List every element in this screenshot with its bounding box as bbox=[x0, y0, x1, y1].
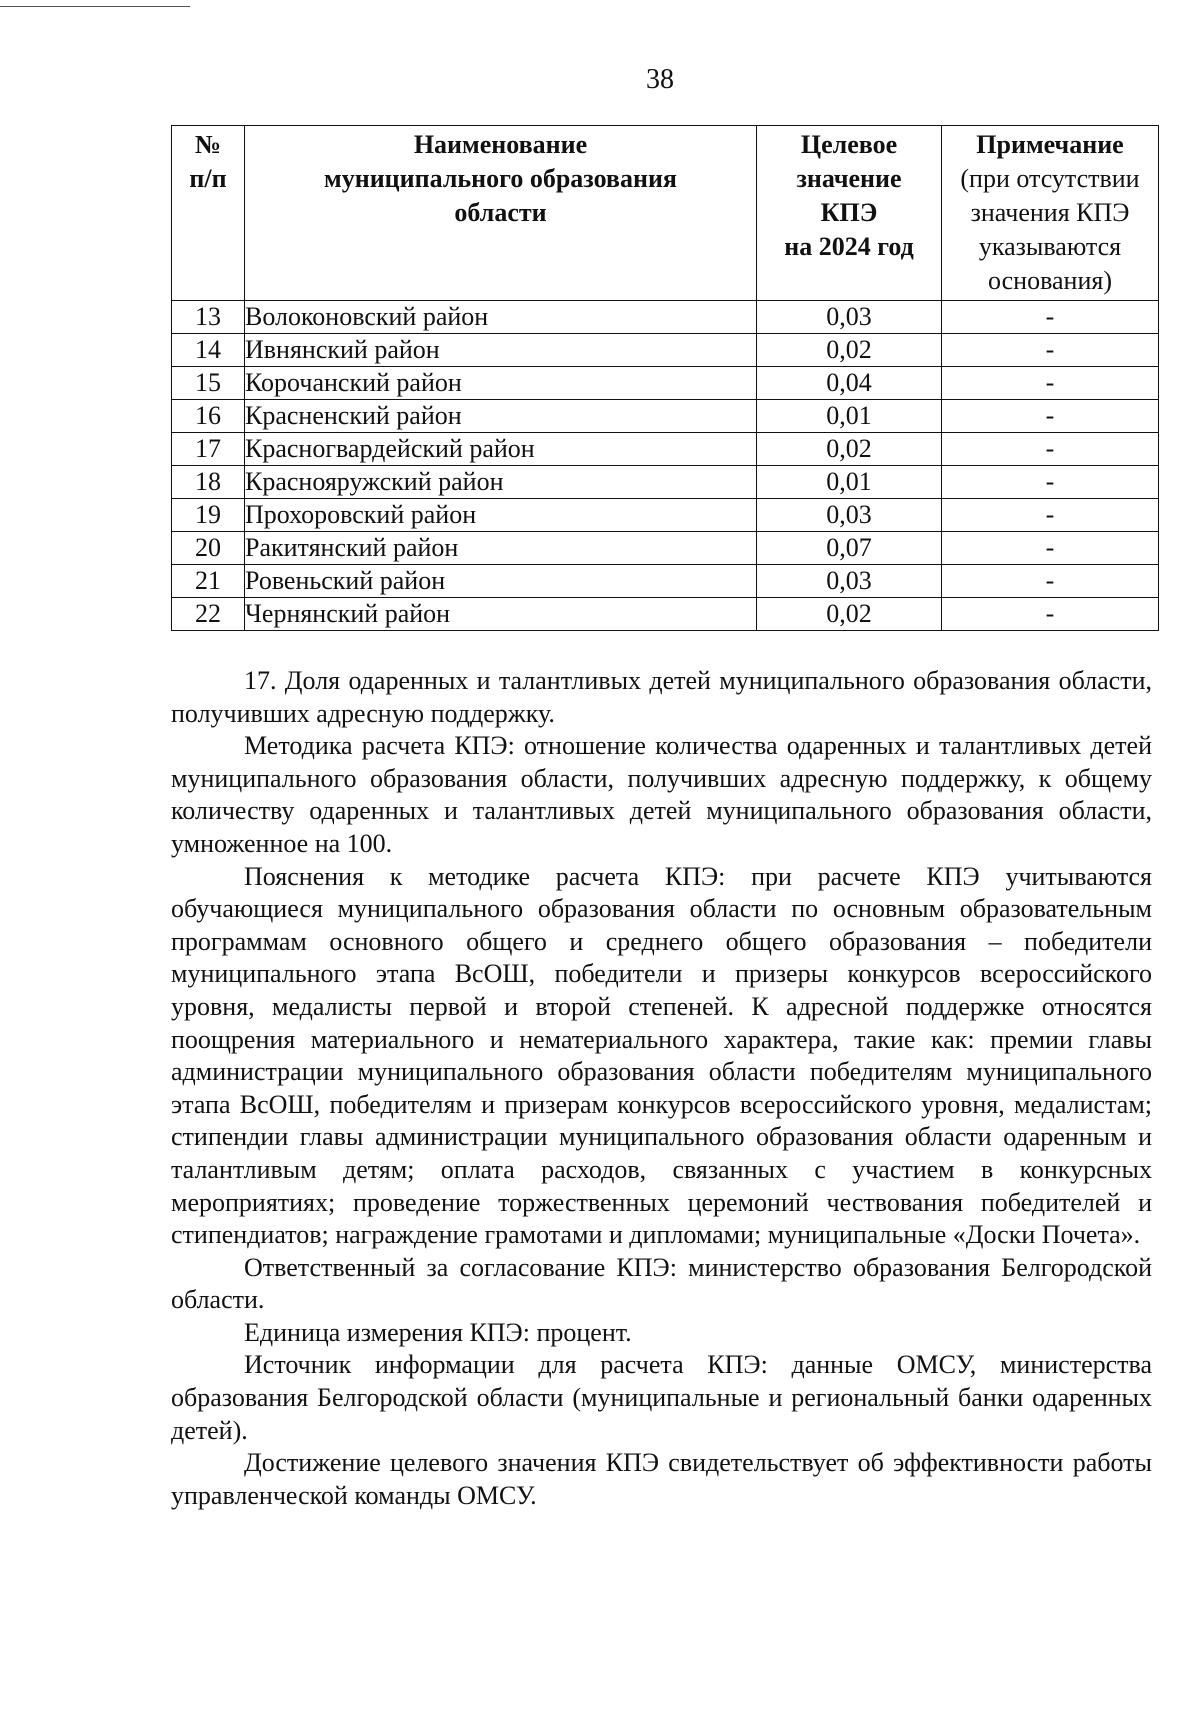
header-value: Целевое значение КПЭ на 2024 год bbox=[757, 126, 942, 301]
cell-value: 0,02 bbox=[757, 598, 942, 631]
cell-name: Волоконовский район bbox=[245, 301, 757, 334]
cell-num: 15 bbox=[172, 367, 245, 400]
table-row bbox=[172, 301, 1159, 334]
scan-artifact-line bbox=[0, 6, 190, 7]
cell-name: Ракитянский район bbox=[245, 532, 757, 565]
cell-value: 0,04 bbox=[757, 367, 942, 400]
paragraph: Ответственный за согласование КПЭ: министерство образования Белгородской области. bbox=[171, 1252, 1152, 1315]
cell-name: Ровеньский район bbox=[245, 565, 757, 598]
cell-name: Корочанский район bbox=[245, 367, 757, 400]
table-row bbox=[172, 334, 1159, 367]
cell-note: - bbox=[942, 598, 1159, 631]
table-header-row bbox=[172, 126, 1159, 301]
table-row bbox=[172, 466, 1159, 499]
cell-note: - bbox=[942, 301, 1159, 334]
table-body bbox=[172, 301, 1159, 631]
table-row bbox=[172, 598, 1159, 631]
paragraph: Достижение целевого значения КПЭ свидетельствует об эффективности работы управленческой команды ОМСУ. bbox=[171, 1448, 1152, 1510]
body-text bbox=[171, 665, 1152, 1512]
table-row bbox=[172, 499, 1159, 532]
kpe-table bbox=[171, 125, 1159, 631]
cell-num: 21 bbox=[172, 565, 245, 598]
cell-value: 0,01 bbox=[757, 400, 942, 433]
header-note-title: Примечание bbox=[976, 130, 1124, 159]
header-name: Наименование муниципального образования области bbox=[245, 126, 757, 301]
paragraph: Источник информации для расчета КПЭ: данные ОМСУ, министерства образования Белгородской области (муниципальные и региональный банки одаренных детей). bbox=[171, 1350, 1152, 1445]
cell-num: 22 bbox=[172, 598, 245, 631]
paragraph: 17. Доля одаренных и талантливых детей муниципального образования области, получивших адресную поддержку. bbox=[171, 666, 1152, 728]
cell-num: 20 bbox=[172, 532, 245, 565]
table-row bbox=[172, 532, 1159, 565]
table-row bbox=[172, 367, 1159, 400]
cell-num: 14 bbox=[172, 334, 245, 367]
cell-note: - bbox=[942, 334, 1159, 367]
header-note bbox=[942, 126, 1159, 301]
cell-note: - bbox=[942, 499, 1159, 532]
paragraph: Пояснения к методике расчета КПЭ: при расчете КПЭ учитываются обучающиеся муниципального образования области по основным образовательным программам основного общего и среднего общего образования – победители муниципального этапа ВсОШ, победители и призеры конкурсов всероссийского уровня, медалисты первой и второй степеней. К адресной поддержке относятся поощрения материального и нематериального характера, такие как: премии главы администрации муниципального образования области победителям муниципального этапа ВсОШ, победителям и призерам конкурсов всероссийского уровня, медалистам; стипендии главы администрации муниципального образования области одаренным и талантливым детям; оплата расходов, связанных с участием в конкурсных мероприятиях; проведение торжественных церемоний чествования победителей и стипендиатов; награждение грамотами и дипломами; муниципальные «Доски Почета». bbox=[171, 861, 1152, 1250]
cell-num: 18 bbox=[172, 466, 245, 499]
cell-num: 19 bbox=[172, 499, 245, 532]
cell-value: 0,03 bbox=[757, 499, 942, 532]
cell-value: 0,02 bbox=[757, 334, 942, 367]
paragraph: Единица измерения КПЭ: процент. bbox=[244, 1317, 632, 1347]
cell-value: 0,03 bbox=[757, 565, 942, 598]
cell-name: Чернянский район bbox=[245, 598, 757, 631]
cell-num: 17 bbox=[172, 433, 245, 466]
header-num: № п/п bbox=[172, 126, 245, 301]
cell-name: Краснояружский район bbox=[245, 466, 757, 499]
cell-name: Прохоровский район bbox=[245, 499, 757, 532]
cell-note: - bbox=[942, 532, 1159, 565]
cell-note: - bbox=[942, 565, 1159, 598]
cell-note: - bbox=[942, 433, 1159, 466]
cell-note: - bbox=[942, 367, 1159, 400]
cell-note: - bbox=[942, 400, 1159, 433]
cell-name: Красногвардейский район bbox=[245, 433, 757, 466]
cell-note: - bbox=[942, 466, 1159, 499]
cell-num: 13 bbox=[172, 301, 245, 334]
paragraph: Методика расчета КПЭ: отношение количества одаренных и талантливых детей муниципального образования области, получивших адресную поддержку, к общему количеству одаренных и талантливых детей муниципального образования области, умноженное на 100. bbox=[171, 731, 1152, 858]
cell-name: Красненский район bbox=[245, 400, 757, 433]
cell-value: 0,02 bbox=[757, 433, 942, 466]
page-number: 38 bbox=[646, 64, 674, 95]
cell-name: Ивнянский район bbox=[245, 334, 757, 367]
table-row bbox=[172, 433, 1159, 466]
cell-num: 16 bbox=[172, 400, 245, 433]
cell-value: 0,07 bbox=[757, 532, 942, 565]
table-row bbox=[172, 565, 1159, 598]
header-note-detail: (при отсутствии значения КПЭ указываются основания) bbox=[960, 164, 1140, 295]
cell-value: 0,03 bbox=[757, 301, 942, 334]
cell-value: 0,01 bbox=[757, 466, 942, 499]
table-row bbox=[172, 400, 1159, 433]
